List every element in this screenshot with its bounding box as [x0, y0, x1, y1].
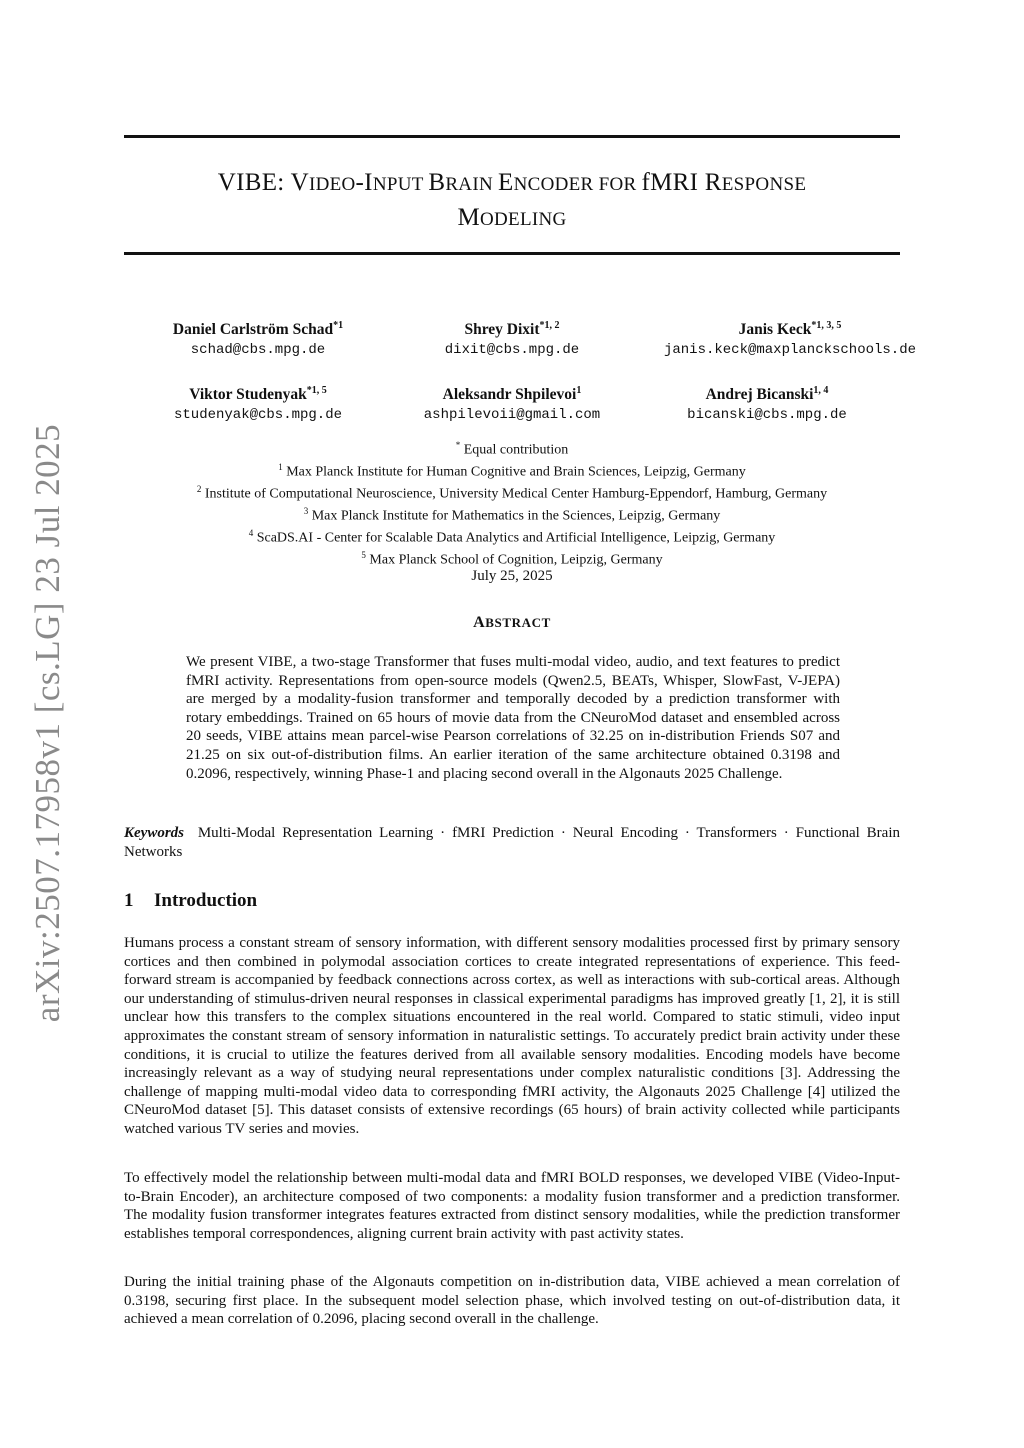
- title-segment: V: [290, 169, 309, 196]
- affiliation-text: Max Planck School of Cognition, Leipzig, Germany: [369, 552, 663, 568]
- title-smallcaps-segment: ESPONSE: [721, 174, 807, 195]
- body-paragraph: During the initial training phase of the Algonauts competition on in-distribution data, VIBE achieved a mean correlation of 0.3198, securing first place. In the subsequent model selection phase, which involved testing on out-of-distribution data, it achieved a mean correlation of 0.2096, placing second overall in the challenge.: [124, 1274, 900, 1328]
- title-line-2: [124, 201, 900, 236]
- affiliation-text: ScaDS.AI - Center for Scalable Data Analytics and Artificial Intelligence, Leipzig, Germany: [256, 530, 776, 546]
- affiliation-mark: *: [455, 440, 461, 450]
- author-email: studenyak@cbs.mpg.de: [173, 407, 343, 424]
- affiliation-mark: 5: [361, 549, 366, 560]
- body-paragraph: To effectively model the relationship between multi-modal data and fMRI BOLD responses, we developed VIBE (Video-Input-to-Brain Encoder), an architecture composed of two components: a modality fusion transformer and a prediction transformer. The modality fusion transformer integrates features extracted from distinct sensory modalities, while the prediction transformer establishes temporal correspondences, aligning current brain activity with past activity states.: [124, 1170, 900, 1242]
- author-name: Andrej Bicanski: [705, 386, 814, 404]
- author-name: Aleksandr Shpilevoi: [442, 386, 577, 404]
- section-number: 1: [124, 890, 134, 911]
- affiliation-line: [124, 481, 900, 503]
- title-bottom-rule: [124, 252, 900, 255]
- affiliation-line: [124, 525, 900, 547]
- body-paragraph: Humans process a constant stream of sensory information, with different sensory modalities processed first by primary sensory cortices and then combined in polymodal association cortices to create integrated representations of experience. This feed-forward stream is accompanied by feedback connections across cortex, as well as interactions with sub-cortical areas. Although our understanding of stimulus-driven neural responses in classical experimental paradigms has improved greatly [1, 2], it is still unclear how this transfers to the complex situations encountered in the real world. Compared to static stimuli, video input approximates the constant stream of sensory information in naturalistic settings. To accurately predict brain activity under these conditions, it is crucial to utilize the features derived from all available sensory modalities. Encoding models have become increasingly relevant as a way of studying neural representations under complex naturalistic conditions [3]. Addressing the challenge of mapping multi-modal video data to corresponding fMRI activity, the Algonauts 2025 Challenge [4] utilized the CNeuroMod dataset [5]. This dataset consists of extensive recordings (65 hours) of brain activity collected while participants watched various TV series and movies.: [124, 935, 900, 1137]
- title-segment: fMRI R: [641, 169, 722, 196]
- section-heading-introduction: [124, 890, 257, 912]
- keywords-label: Keywords: [124, 825, 184, 841]
- affiliation-text: Max Planck Institute for Mathematics in the Sciences, Leipzig, Germany: [311, 508, 721, 524]
- title-top-rule: [124, 135, 900, 138]
- author-affil-mark: 1, 4: [813, 385, 829, 396]
- title-smallcaps-segment: IDEO: [308, 174, 356, 195]
- abstract-heading: [124, 614, 900, 632]
- title-smallcaps-segment: NPUT: [372, 174, 429, 195]
- title-segment: -I: [355, 169, 373, 196]
- keywords-text: Multi-Modal Representation Learning · fMRI Prediction · Neural Encoding · Transformers · Functional Brain Networks: [124, 825, 900, 860]
- abstract-heading-rest: BSTRACT: [485, 615, 551, 630]
- section-title: Introduction: [154, 890, 258, 911]
- title-segment: B: [428, 169, 446, 196]
- affiliation-line: [124, 437, 900, 459]
- author-affil-mark: *1, 5: [306, 385, 327, 396]
- title-line-1: [124, 166, 900, 201]
- author-affil-mark: *1, 3, 5: [811, 320, 842, 331]
- author-name: Daniel Carlström Schad: [172, 321, 334, 339]
- affiliation-mark: 2: [196, 483, 202, 494]
- title-smallcaps-segment: ODELING: [480, 209, 567, 230]
- affiliation-line: [124, 547, 900, 569]
- arxiv-identifier: arXiv:2507.17958v1 [cs.LG] 23 Jul 2025: [28, 423, 67, 1023]
- affiliation-mark: 3: [303, 505, 309, 516]
- author-affil-mark: *1: [333, 320, 344, 331]
- author-email: ashpilevoii@gmail.com: [423, 407, 601, 424]
- paper-title: [124, 166, 900, 236]
- title-segment: M: [457, 204, 480, 231]
- abstract-heading-initial: A: [473, 614, 486, 631]
- author-email: bicanski@cbs.mpg.de: [687, 407, 847, 424]
- author-block: [638, 316, 942, 360]
- author-email: janis.keck@maxplanckschools.de: [663, 342, 917, 359]
- author-email: dixit@cbs.mpg.de: [444, 342, 580, 359]
- affiliation-text: Institute of Computational Neuroscience, University Medical Center Hamburg-Eppendorf, Hamburg, Germany: [204, 486, 828, 502]
- affiliation-line: [124, 503, 900, 525]
- affiliation-list: [124, 437, 900, 569]
- keywords: [124, 824, 900, 862]
- author-block: [617, 381, 917, 425]
- affiliation-line: [124, 459, 900, 481]
- author-block: [362, 316, 662, 360]
- author-email: schad@cbs.mpg.de: [190, 342, 326, 359]
- title-smallcaps-segment: NCODER FOR: [513, 174, 642, 195]
- author-name: Janis Keck: [738, 321, 812, 339]
- author-affil-mark: *1, 2: [539, 320, 560, 331]
- affiliation-mark: 1: [278, 461, 283, 472]
- title-segment: E: [498, 169, 514, 196]
- abstract-text: We present VIBE, a two-stage Transformer that fuses multi-modal video, audio, and text features to predict fMRI activity. Representations from open-source models (Qwen2.5, BEATs, Whisper, SlowFast, V-JEPA) are merged by a modality-fusion transformer and temporally decoded by a prediction transformer with rotary embeddings. Trained on 65 hours of movie data from the CNeuroMod dataset and ensembled across 20 seeds, VIBE attains mean parcel-wise Pearson correlations of 32.25 on in-distribution Friends S07 and 21.25 on six out-of-distribution films. An earlier iteration of the same architecture obtained 0.3198 and 0.2096, respectively, winning Phase-1 and placing second overall in the Algonauts 2025 Challenge.: [186, 654, 840, 782]
- affiliation-text: Equal contribution: [463, 442, 569, 458]
- author-name: Viktor Studenyak: [189, 386, 307, 404]
- title-segment: VIBE:: [217, 169, 291, 196]
- author-affil-mark: 1: [576, 385, 582, 396]
- title-smallcaps-segment: RAIN: [445, 174, 499, 195]
- affiliation-mark: 4: [248, 527, 254, 538]
- publication-date: July 25, 2025: [471, 568, 553, 584]
- affiliation-text: Max Planck Institute for Human Cognitive and Brain Sciences, Leipzig, Germany: [286, 464, 746, 480]
- author-name: Shrey Dixit: [464, 321, 540, 339]
